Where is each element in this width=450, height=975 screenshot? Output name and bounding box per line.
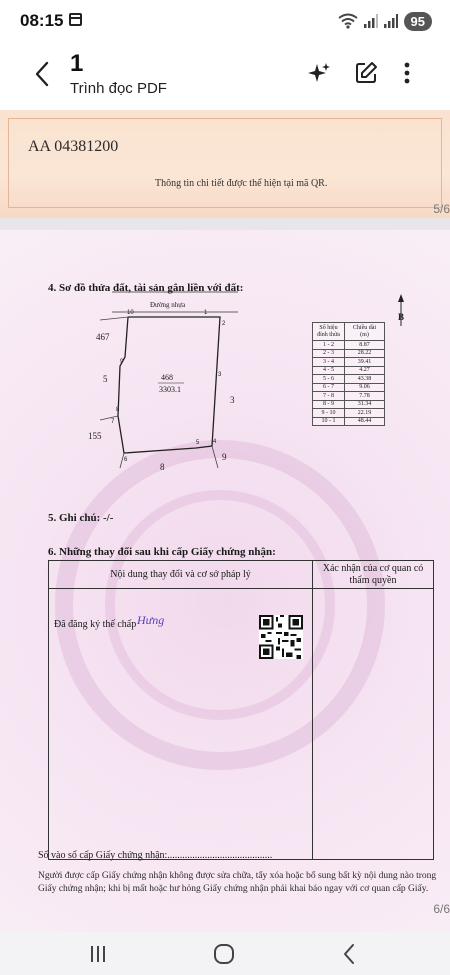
- vertex-label: 4: [213, 439, 217, 445]
- ai-sparkle-icon: [307, 61, 331, 85]
- battery-badge: 95: [404, 12, 432, 31]
- system-back-button[interactable]: [324, 936, 374, 972]
- changes-content-cell: [49, 589, 313, 859]
- vertex-label: 6: [124, 457, 128, 463]
- table-cell: 31.34: [345, 400, 385, 409]
- recent-apps-button[interactable]: [73, 936, 123, 972]
- table-row: [313, 375, 385, 384]
- system-nav-bar: [0, 932, 450, 975]
- section-4-title: 4. Sơ đồ thửa đất, tài sản gắn liền với đất:: [48, 282, 244, 294]
- lengths-table: [312, 322, 385, 426]
- vertex-label: 8: [116, 407, 120, 413]
- table-cell: 3 - 4: [313, 358, 345, 367]
- table-row: [313, 349, 385, 358]
- pdf-viewer[interactable]: [0, 110, 450, 932]
- vertex-label: 2: [222, 321, 226, 327]
- footer-note: Người được cấp Giấy chứng nhận không được sửa chữa, tẩy xóa hoặc bổ sung bất kỳ nội dung nào trong Giấy chứng nhận; khi bị mất hoặc hư hỏng Giấy chứng nhận phải khai báo ngay với cơ quan cấp Giấy.: [38, 871, 437, 894]
- table-row: [313, 400, 385, 409]
- neighbor-label: 3: [230, 395, 235, 405]
- table-cell: 39.41: [345, 358, 385, 367]
- table-row: [313, 409, 385, 418]
- table-cell: 6 - 7: [313, 383, 345, 392]
- pdf-page-5: [0, 110, 450, 218]
- page-border: [8, 118, 442, 208]
- more-vert-icon: [404, 62, 410, 84]
- table-cell: 9.06: [345, 383, 385, 392]
- vertex-label: 3: [218, 372, 222, 378]
- table-cell: 7 - 8: [313, 392, 345, 401]
- table-cell: 4.27: [345, 366, 385, 375]
- table-row: [313, 417, 385, 426]
- more-options-button[interactable]: [392, 58, 422, 88]
- vertex-label: 10: [127, 310, 134, 316]
- north-label: B: [398, 312, 405, 322]
- vertex-label: 1: [204, 310, 208, 316]
- page-number: 5/6: [433, 202, 450, 216]
- back-button[interactable]: [26, 58, 58, 90]
- changes-approval-cell: [313, 589, 433, 859]
- document-title: 1: [70, 50, 84, 77]
- table-cell: 8.87: [345, 341, 385, 350]
- status-time: 08:15: [20, 11, 64, 30]
- section-5-title: 5. Ghi chú: -/-: [48, 512, 114, 524]
- table-cell: 28.22: [345, 349, 385, 358]
- edit-icon: [354, 61, 378, 85]
- section-6-title: 6. Những thay đổi sau khi cấp Giấy chứng nhận:: [48, 546, 276, 558]
- table-header: Số hiệu đỉnh thửa: [313, 323, 345, 341]
- table-row: [313, 366, 385, 375]
- page-number: 6/6: [433, 902, 450, 916]
- table-cell: 8 - 9: [313, 400, 345, 409]
- neighbor-label: 155: [88, 431, 102, 441]
- back-icon: [342, 943, 356, 965]
- table-row: [313, 392, 385, 401]
- table-header: Chiều dài (m): [345, 323, 385, 341]
- table-cell: 1 - 2: [313, 341, 345, 350]
- changes-table-header: [49, 561, 433, 589]
- parcel-number: 468: [161, 373, 173, 382]
- back-arrow-icon: [34, 61, 50, 87]
- parcel-area: 3303.1: [159, 385, 181, 394]
- table-cell: 2 - 3: [313, 349, 345, 358]
- table-cell: 48.44: [345, 417, 385, 426]
- qr-code-icon: [259, 615, 303, 659]
- qr-note: Thông tin chi tiết được thể hiện tại mã QR.: [155, 178, 328, 189]
- table-cell: 4 - 5: [313, 366, 345, 375]
- neighbor-label: 5: [103, 374, 108, 384]
- home-button[interactable]: [199, 936, 249, 972]
- status-bar: [0, 0, 450, 40]
- edit-button[interactable]: [351, 58, 381, 88]
- vertex-label: 7: [111, 419, 115, 425]
- wifi-icon: [338, 13, 358, 29]
- table-cell: 9 - 10: [313, 409, 345, 418]
- changes-col-content-header: Nội dung thay đổi và cơ sở pháp lý: [49, 561, 313, 588]
- table-row: [313, 358, 385, 367]
- neighbor-label: 467: [96, 332, 110, 342]
- page-separator: [0, 218, 450, 230]
- table-row: [313, 341, 385, 350]
- table-cell: 43.38: [345, 375, 385, 384]
- status-icons: [338, 10, 432, 32]
- table-cell: 22.19: [345, 409, 385, 418]
- vertex-label: 9: [120, 359, 124, 365]
- vertex-label: 5: [196, 440, 200, 446]
- mortgage-entry: Đã đăng ký thế chấp: [54, 619, 137, 630]
- changes-col-approval-header: Xác nhận của cơ quan có thẩm quyền: [322, 562, 424, 586]
- home-icon: [213, 943, 235, 965]
- registry-number-line: Số vào sổ cấp Giấy chứng nhận:..........................................: [38, 850, 273, 861]
- calendar-icon: [69, 13, 82, 26]
- recent-apps-icon: [89, 945, 107, 963]
- handwritten-signature: Hưng: [137, 613, 165, 627]
- table-cell: 5 - 6: [313, 375, 345, 384]
- signal-icon: [364, 14, 378, 28]
- ai-assist-button[interactable]: [304, 58, 334, 88]
- pdf-page-6: [0, 230, 450, 932]
- certificate-serial: AA 04381200: [28, 138, 119, 155]
- changes-table: [48, 560, 434, 860]
- changes-table-row: [49, 589, 433, 859]
- table-cell: 7.78: [345, 392, 385, 401]
- table-cell: 10 - 1: [313, 417, 345, 426]
- neighbor-label: 9: [222, 452, 227, 462]
- app-subtitle: Trình đọc PDF: [70, 80, 167, 97]
- signal-icon-2: [384, 14, 398, 28]
- road-label: Đường nhựa: [150, 301, 186, 309]
- app-bar: [0, 40, 450, 110]
- table-row: [313, 383, 385, 392]
- neighbor-label: 8: [160, 462, 165, 472]
